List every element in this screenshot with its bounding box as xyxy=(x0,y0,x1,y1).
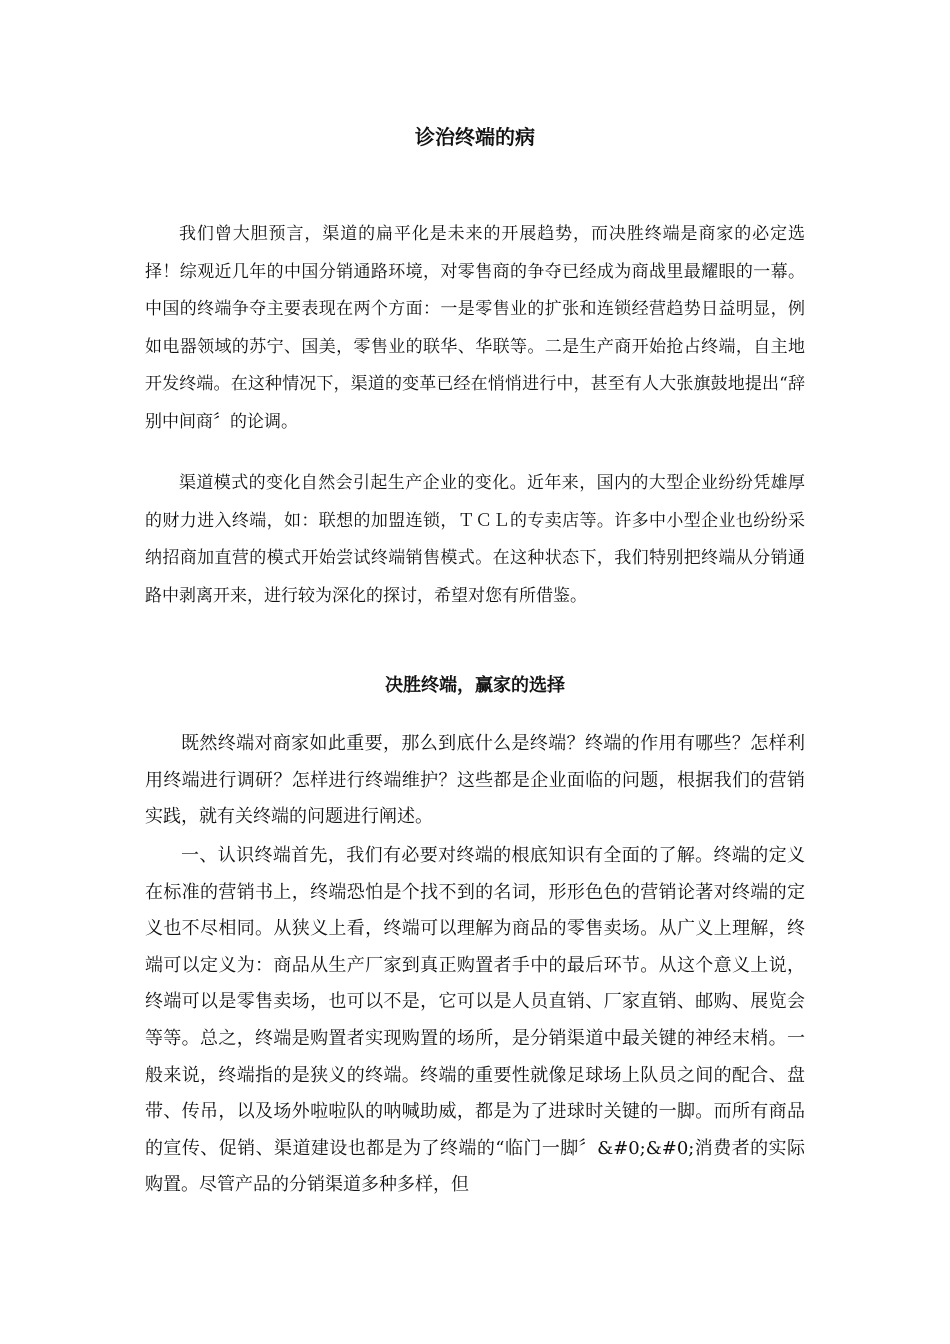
intro-paragraph-1: 我们曾大胆预言，渠道的扁平化是未来的开展趋势，而决胜终端是商家的必定选择！综观近几年的中国分销通路环境，对零售商的争夺已经成为商战里最耀眼的一幕。中国的终端争夺主要表现在两个方面：一是零售业的扩张和连锁经营趋势日益明显，例如电器领域的苏宁、国美，零售业的联华、华联等。二是生产商开始抢占终端，自主地开发终端。在这种情况下，渠道的变革已经在悄悄进行中，甚至有人大张旗鼓地提出“辞别中间商〞的论调。 xyxy=(145,224,805,432)
section-heading: 决胜终端，赢家的选择 xyxy=(385,675,565,696)
document-title: 诊治终端的病 xyxy=(415,125,535,149)
intro-paragraph-2: 渠道模式的变化自然会引起生产企业的变化。近年来，国内的大型企业纷纷凭雄厚的财力进入终端，如：联想的加盟连锁，ＴＣＬ的专卖店等。许多中小型企业也纷纷采纳招商加直营的模式开始尝试终端销售模式。在这种状态下，我们特别把终端从分销通路中剥离开来，进行较为深化的探讨，希望对您有所借鉴。 xyxy=(145,473,805,606)
section-paragraph-1: 既然终端对商家如此重要，那么到底什么是终端？终端的作用有哪些？怎样利用终端进行调研？怎样进行终端维护？这些都是企业面临的问题，根据我们的营销实践，就有关终端的问题进行阐述。 xyxy=(145,733,805,828)
section-paragraph-2: 一、认识终端首先，我们有必要对终端的根底知识有全面的了解。终端的定义在标准的营销书上，终端恐怕是个找不到的名词，形形色色的营销论著对终端的定义也不尽相同。从狭义上看，终端可以理解为商品的零售卖场。从广义上理解，终端可以定义为：商品从生产厂家到真正购置者手中的最后环节。从这个意义上说，终端可以是零售卖场，也可以不是，它可以是人员直销、厂家直销、邮购、展览会等等。总之，终端是购置者实现购置的场所，是分销渠道中最关键的神经末梢。一般来说，终端指的是狭义的终端。终端的重要性就像足球场上队员之间的配合、盘带、传吊，以及场外啦啦队的呐喊助威，都是为了进球时关键的一脚。而所有商品的宣传、促销、渠道建设也都是为了终端的“临门一脚〞&#0;&#0;消费者的实际购置。尽管产品的分销渠道多种多样，但 xyxy=(145,845,805,1196)
